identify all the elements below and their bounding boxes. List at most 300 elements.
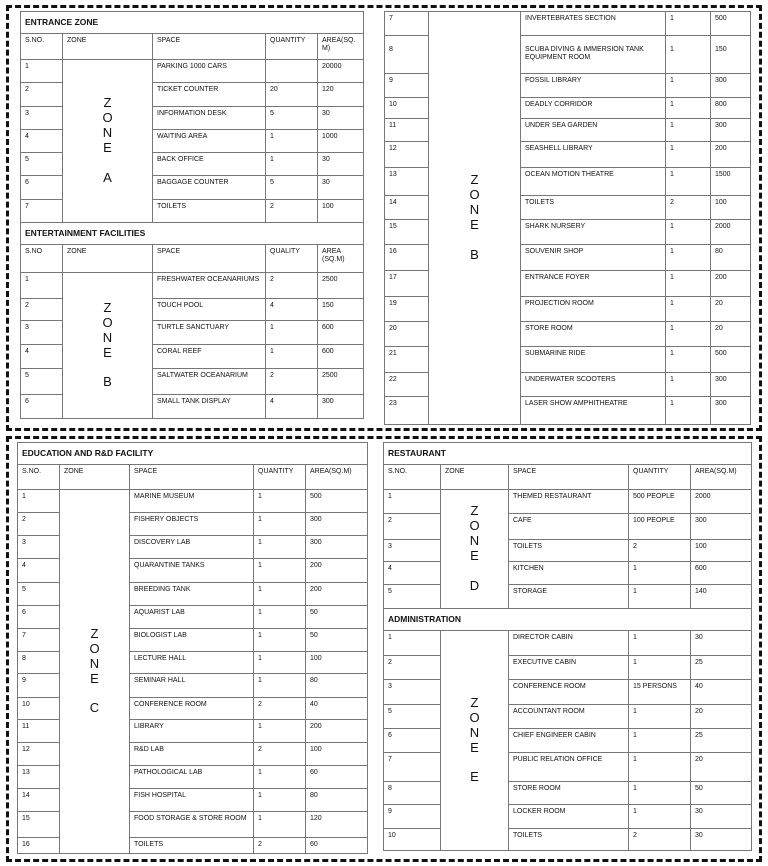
- zone-label: [441, 631, 509, 851]
- space-cell: UNDER SEA GARDEN: [521, 119, 666, 142]
- table-row: [384, 656, 752, 680]
- space-cell: FISHERY OBJECTS: [130, 513, 254, 536]
- zone-letter: Z: [103, 299, 112, 315]
- area-cell: 300: [711, 74, 751, 98]
- area-cell: 60: [306, 838, 368, 854]
- quantity-cell: 1: [254, 812, 306, 838]
- quantity-cell: 1: [629, 705, 691, 729]
- zone-letter: N: [102, 329, 113, 345]
- quantity-cell: 100 PEOPLE: [629, 514, 691, 540]
- table-row: [384, 782, 752, 805]
- sno-cell: 5: [21, 153, 63, 176]
- area-cell: 40: [691, 680, 752, 705]
- space-cell: DEADLY CORRIDOR: [521, 98, 666, 119]
- space-cell: PATHOLOGICAL LAB: [130, 766, 254, 789]
- sno-cell: 7: [18, 629, 60, 652]
- zone-letter: E: [90, 670, 99, 686]
- space-cell: SHARK NURSERY: [521, 220, 666, 245]
- quantity-cell: 1: [629, 805, 691, 829]
- quantity-cell: 1: [254, 513, 306, 536]
- space-cell: EXECUTIVE CABIN: [509, 656, 629, 680]
- area-cell: 150: [318, 299, 364, 321]
- zone-letter: [63, 156, 152, 171]
- sno-cell: 7: [385, 12, 429, 36]
- quantity-header: QUANTITY: [629, 465, 691, 490]
- space-cell: TURTLE SANCTUARY: [153, 321, 266, 345]
- quantity-cell: [266, 60, 318, 83]
- area-cell: 50: [691, 782, 752, 805]
- space-cell: SCUBA DIVING & IMMERSION TANK EQUIPMENT ROOM: [521, 36, 666, 74]
- zone-letter: A: [103, 169, 112, 185]
- sno-cell: 13: [385, 168, 429, 196]
- zone-letter: B: [470, 246, 479, 262]
- zone-label: [63, 273, 153, 419]
- zone-letter: E: [470, 548, 479, 563]
- quantity-cell: 1: [254, 606, 306, 629]
- sno-cell: 3: [384, 680, 441, 705]
- quantity-cell: 1: [254, 536, 306, 559]
- quantity-cell: 1: [629, 562, 691, 585]
- area-cell: 20: [691, 705, 752, 729]
- zone-label: [63, 60, 153, 223]
- zone-letter: C: [89, 700, 100, 716]
- quantity-cell: 1: [666, 168, 711, 196]
- sno-cell: 3: [18, 536, 60, 559]
- quantity-cell: 1: [666, 74, 711, 98]
- zone-letter: O: [469, 187, 480, 203]
- space-cell: TOILETS: [509, 540, 629, 562]
- area-cell: 300: [306, 536, 368, 559]
- quantity-cell: 1: [666, 98, 711, 119]
- space-header: SPACE: [153, 245, 266, 273]
- table-row: [384, 585, 752, 609]
- sno-cell: 6: [21, 395, 63, 419]
- quantity-cell: 1: [666, 119, 711, 142]
- space-cell: BREEDING TANK: [130, 583, 254, 606]
- area-cell: 100: [306, 743, 368, 766]
- quantity-cell: 1: [266, 321, 318, 345]
- area-cell: 60: [306, 766, 368, 789]
- zone-letter: O: [469, 518, 480, 534]
- sno-cell: 1: [384, 631, 441, 656]
- quantity-cell: 1: [629, 585, 691, 609]
- sno-cell: 7: [21, 200, 63, 223]
- sno-cell: 3: [384, 540, 441, 562]
- quantity-cell: 1: [666, 373, 711, 397]
- sno-cell: 15: [385, 220, 429, 245]
- administration-title-row: [384, 609, 752, 631]
- quantity-cell: 1: [254, 583, 306, 606]
- space-cell: LOCKER ROOM: [509, 805, 629, 829]
- area-cell: 25: [691, 729, 752, 753]
- zone-letter: B: [103, 374, 112, 390]
- area-header: AREA (SQ.M): [318, 245, 364, 273]
- quantity-cell: 1: [254, 652, 306, 674]
- area-cell: 30: [318, 176, 364, 200]
- space-cell: CORAL REEF: [153, 345, 266, 369]
- zone-letter: D: [469, 577, 480, 593]
- area-cell: 600: [318, 345, 364, 369]
- area-cell: 100: [318, 200, 364, 223]
- sno-cell: 22: [385, 373, 429, 397]
- area-cell: 30: [318, 107, 364, 130]
- area-cell: 200: [306, 583, 368, 606]
- space-cell: DISCOVERY LAB: [130, 536, 254, 559]
- area-cell: 20: [711, 297, 751, 322]
- quantity-cell: 1: [666, 36, 711, 74]
- administration-title: ADMINISTRATION: [384, 609, 752, 631]
- area-cell: 40: [306, 698, 368, 720]
- quantity-cell: 5: [266, 176, 318, 200]
- quantity-cell: 1: [666, 347, 711, 373]
- area-cell: 30: [691, 631, 752, 656]
- zone-letter: [429, 233, 520, 248]
- quantity-cell: 1: [629, 753, 691, 782]
- space-cell: CHIEF ENGINEER CABIN: [509, 729, 629, 753]
- zone-letter: N: [469, 533, 480, 549]
- restaurant-header-row: [384, 465, 752, 490]
- area-cell: 2500: [318, 273, 364, 299]
- zone-label: [60, 490, 130, 854]
- space-cell: R&D LAB: [130, 743, 254, 766]
- sno-cell: 5: [21, 369, 63, 395]
- area-cell: 2500: [318, 369, 364, 395]
- area-cell: 200: [711, 142, 751, 168]
- area-cell: 50: [306, 606, 368, 629]
- space-cell: WAITING AREA: [153, 130, 266, 153]
- sno-cell: 6: [384, 729, 441, 753]
- sno-cell: 8: [384, 782, 441, 805]
- entertainment-title-row: [21, 223, 364, 245]
- sno-cell: 2: [384, 514, 441, 540]
- area-cell: 500: [711, 347, 751, 373]
- space-cell: BIOLOGIST LAB: [130, 629, 254, 652]
- table-row: [384, 829, 752, 851]
- entertainment-title: ENTERTAINMENT FACILITIES: [21, 223, 364, 245]
- table-row: [384, 680, 752, 705]
- sno-cell: 9: [385, 74, 429, 98]
- area-cell: 30: [318, 153, 364, 176]
- area-cell: 150: [711, 36, 751, 74]
- space-cell: INFORMATION DESK: [153, 107, 266, 130]
- quantity-cell: 1: [254, 766, 306, 789]
- space-cell: STORE ROOM: [521, 322, 666, 347]
- quantity-cell: 15 PERSONS: [629, 680, 691, 705]
- zone-letter: Z: [103, 95, 112, 111]
- table-row: [384, 514, 752, 540]
- restaurant-title: RESTAURANT: [384, 443, 752, 465]
- space-cell: ACCOUNTANT ROOM: [509, 705, 629, 729]
- zone-letter: N: [469, 202, 480, 218]
- space-cell: STORE ROOM: [509, 782, 629, 805]
- space-cell: THEMED RESTAURANT: [509, 490, 629, 514]
- zone-letter: N: [102, 125, 113, 141]
- zone-letter: E: [470, 739, 479, 755]
- space-cell: FRESHWATER OCEANARIUMS: [153, 273, 266, 299]
- quantity-cell: 2: [629, 829, 691, 851]
- sno-cell: 10: [384, 829, 441, 851]
- area-cell: 2000: [711, 220, 751, 245]
- zone-header: ZONE: [63, 245, 153, 273]
- space-header: SPACE: [153, 34, 266, 60]
- area-cell: 80: [711, 245, 751, 271]
- sno-header: S.NO: [21, 245, 63, 273]
- space-cell: LECTURE HALL: [130, 652, 254, 674]
- sno-cell: 16: [385, 245, 429, 271]
- sno-cell: 1: [384, 490, 441, 514]
- space-header: SPACE: [130, 465, 254, 490]
- zone-letter: E: [470, 217, 479, 232]
- table-row: [384, 753, 752, 782]
- space-cell: PROJECTION ROOM: [521, 297, 666, 322]
- sno-cell: 4: [21, 130, 63, 153]
- area-cell: 25: [691, 656, 752, 680]
- space-cell: AQUARIST LAB: [130, 606, 254, 629]
- sno-cell: 10: [18, 698, 60, 720]
- sno-cell: 2: [21, 299, 63, 321]
- quantity-cell: 4: [266, 299, 318, 321]
- area-cell: 50: [306, 629, 368, 652]
- zone-letter: E: [103, 140, 112, 155]
- sno-cell: 8: [18, 652, 60, 674]
- area-cell: 120: [318, 83, 364, 107]
- table-row: [384, 805, 752, 829]
- area-cell: 200: [306, 720, 368, 743]
- sno-cell: 2: [384, 656, 441, 680]
- sno-cell: 4: [384, 562, 441, 585]
- quantity-cell: 2: [254, 743, 306, 766]
- area-cell: 80: [306, 674, 368, 698]
- sno-header: S.NO.: [384, 465, 441, 490]
- sno-cell: 4: [18, 559, 60, 583]
- entertainment-header-row: [21, 245, 364, 273]
- sno-cell: 9: [384, 805, 441, 829]
- table-row: [18, 490, 368, 513]
- sno-cell: 17: [385, 271, 429, 297]
- space-cell: INVERTEBRATES SECTION: [521, 12, 666, 36]
- zone-header: ZONE: [441, 465, 509, 490]
- space-cell: LIBRARY: [130, 720, 254, 743]
- space-cell: FISH HOSPITAL: [130, 789, 254, 812]
- area-header: AREA(SQ.M): [306, 465, 368, 490]
- quantity-cell: 1: [666, 142, 711, 168]
- sno-cell: 1: [21, 273, 63, 299]
- zone-letter: O: [102, 314, 113, 330]
- space-cell: DIRECTOR CABIN: [509, 631, 629, 656]
- entrance-entertainment-table: [20, 11, 364, 419]
- quantity-cell: 500 PEOPLE: [629, 490, 691, 514]
- space-cell: SUBMARINE RIDE: [521, 347, 666, 373]
- space-cell: MARINE MUSEUM: [130, 490, 254, 513]
- education-title: EDUCATION AND R&D FACILITY: [18, 443, 368, 465]
- zone-letter: O: [89, 640, 100, 656]
- quantity-cell: 2: [666, 196, 711, 220]
- quantity-cell: 1: [266, 153, 318, 176]
- entrance-zone-title: ENTRANCE ZONE: [21, 12, 364, 34]
- area-cell: 500: [711, 12, 751, 36]
- zone-letter: [441, 564, 508, 579]
- sno-cell: 10: [385, 98, 429, 119]
- space-cell: TOILETS: [509, 829, 629, 851]
- zone-letter: E: [470, 769, 479, 785]
- quantity-cell: 1: [254, 674, 306, 698]
- sno-cell: 23: [385, 397, 429, 425]
- sno-cell: 3: [21, 321, 63, 345]
- quantity-cell: 1: [666, 271, 711, 297]
- area-cell: 800: [711, 98, 751, 119]
- zone-label: [429, 12, 521, 425]
- quantity-cell: 1: [666, 12, 711, 36]
- zone-label: [441, 490, 509, 609]
- table-row: [385, 12, 751, 36]
- zone-letter: E: [103, 344, 112, 360]
- quantity-cell: 5: [266, 107, 318, 130]
- space-cell: CONFERENCE ROOM: [130, 698, 254, 720]
- quantity-cell: 1: [666, 220, 711, 245]
- sno-cell: 3: [21, 107, 63, 130]
- area-cell: 80: [306, 789, 368, 812]
- area-cell: 30: [691, 829, 752, 851]
- entertainment-continued-table: [384, 11, 751, 425]
- sno-cell: 12: [385, 142, 429, 168]
- entrance-zone-header-row: [21, 34, 364, 60]
- space-cell: PARKING 1000 CARS: [153, 60, 266, 83]
- zone-letter: Z: [470, 172, 479, 188]
- space-cell: FOOD STORAGE & STORE ROOM: [130, 812, 254, 838]
- sno-cell: 4: [21, 345, 63, 369]
- area-cell: 300: [711, 373, 751, 397]
- area-cell: 600: [691, 562, 752, 585]
- restaurant-title-row: [384, 443, 752, 465]
- space-cell: SEASHELL LIBRARY: [521, 142, 666, 168]
- quantity-cell: 20: [266, 83, 318, 107]
- zone-letter: Z: [470, 694, 479, 710]
- sno-cell: 12: [18, 743, 60, 766]
- area-cell: 1000: [318, 130, 364, 153]
- quantity-cell: 1: [254, 720, 306, 743]
- area-cell: 20: [711, 322, 751, 347]
- zone-letter: N: [89, 655, 100, 671]
- space-cell: TOUCH POOL: [153, 299, 266, 321]
- quantity-cell: 2: [629, 540, 691, 562]
- quantity-cell: 1: [666, 297, 711, 322]
- quantity-cell: 2: [254, 698, 306, 720]
- zone-letter: [63, 360, 152, 375]
- quantity-cell: 2: [254, 838, 306, 854]
- sno-header: S.NO.: [18, 465, 60, 490]
- quantity-header: QUALITY: [266, 245, 318, 273]
- area-cell: 100: [711, 196, 751, 220]
- zone-letter: Z: [90, 625, 99, 641]
- quantity-cell: 1: [254, 490, 306, 513]
- space-cell: TICKET COUNTER: [153, 83, 266, 107]
- quantity-cell: 1: [254, 559, 306, 583]
- space-cell: SEMINAR HALL: [130, 674, 254, 698]
- sno-cell: 14: [385, 196, 429, 220]
- zone-letter: [441, 755, 508, 770]
- space-cell: SALTWATER OCEANARIUM: [153, 369, 266, 395]
- education-title-row: [18, 443, 368, 465]
- quantity-cell: 2: [266, 273, 318, 299]
- quantity-cell: 1: [629, 729, 691, 753]
- education-rd-table: [17, 442, 368, 854]
- zone-letter: N: [469, 724, 480, 740]
- sno-cell: 8: [385, 36, 429, 74]
- quantity-cell: 1: [254, 789, 306, 812]
- area-cell: 20000: [318, 60, 364, 83]
- area-cell: 300: [306, 513, 368, 536]
- area-cell: 120: [306, 812, 368, 838]
- space-header: SPACE: [509, 465, 629, 490]
- area-cell: 1500: [711, 168, 751, 196]
- space-cell: TOILETS: [521, 196, 666, 220]
- space-cell: UNDERWATER SCOOTERS: [521, 373, 666, 397]
- sno-cell: 1: [21, 60, 63, 83]
- sno-header: S.NO.: [21, 34, 63, 60]
- space-cell: SOUVENIR SHOP: [521, 245, 666, 271]
- area-cell: 100: [306, 652, 368, 674]
- sno-cell: 13: [18, 766, 60, 789]
- zone-header: ZONE: [63, 34, 153, 60]
- table-row: [384, 705, 752, 729]
- quantity-cell: 1: [254, 629, 306, 652]
- quantity-cell: 1: [629, 782, 691, 805]
- area-cell: 300: [691, 514, 752, 540]
- space-cell: OCEAN MOTION THEATRE: [521, 168, 666, 196]
- quantity-cell: 1: [266, 130, 318, 153]
- quantity-cell: 2: [266, 200, 318, 223]
- quantity-cell: 1: [266, 345, 318, 369]
- space-cell: BACK OFFICE: [153, 153, 266, 176]
- area-cell: 20: [691, 753, 752, 782]
- space-cell: CONFERENCE ROOM: [509, 680, 629, 705]
- quantity-cell: 2: [266, 369, 318, 395]
- sno-cell: 1: [18, 490, 60, 513]
- space-cell: BAGGAGE COUNTER: [153, 176, 266, 200]
- area-cell: 100: [691, 540, 752, 562]
- restaurant-administration-table: [383, 442, 752, 851]
- area-cell: 200: [711, 271, 751, 297]
- zone-letter: Z: [470, 503, 479, 519]
- area-header: AREA(SQ.M): [691, 465, 752, 490]
- sno-cell: 6: [21, 176, 63, 200]
- sno-cell: 20: [385, 322, 429, 347]
- table-row: [384, 562, 752, 585]
- entrance-zone-title-row: [21, 12, 364, 34]
- quantity-cell: 1: [666, 322, 711, 347]
- sno-cell: 14: [18, 789, 60, 812]
- table-row: [384, 631, 752, 656]
- area-cell: 140: [691, 585, 752, 609]
- quantity-cell: 1: [629, 631, 691, 656]
- sno-cell: 15: [18, 812, 60, 838]
- sno-cell: 2: [18, 513, 60, 536]
- sno-cell: 5: [384, 705, 441, 729]
- sno-cell: 19: [385, 297, 429, 322]
- sno-cell: 7: [384, 753, 441, 782]
- area-cell: 500: [306, 490, 368, 513]
- table-row: [384, 729, 752, 753]
- space-cell: SMALL TANK DISPLAY: [153, 395, 266, 419]
- area-header: AREA(SQ. M): [318, 34, 364, 60]
- sno-cell: 9: [18, 674, 60, 698]
- space-cell: KITCHEN: [509, 562, 629, 585]
- quantity-cell: 4: [266, 395, 318, 419]
- space-cell: STORAGE: [509, 585, 629, 609]
- table-row: [21, 273, 364, 299]
- area-cell: 600: [318, 321, 364, 345]
- space-cell: QUARANTINE TANKS: [130, 559, 254, 583]
